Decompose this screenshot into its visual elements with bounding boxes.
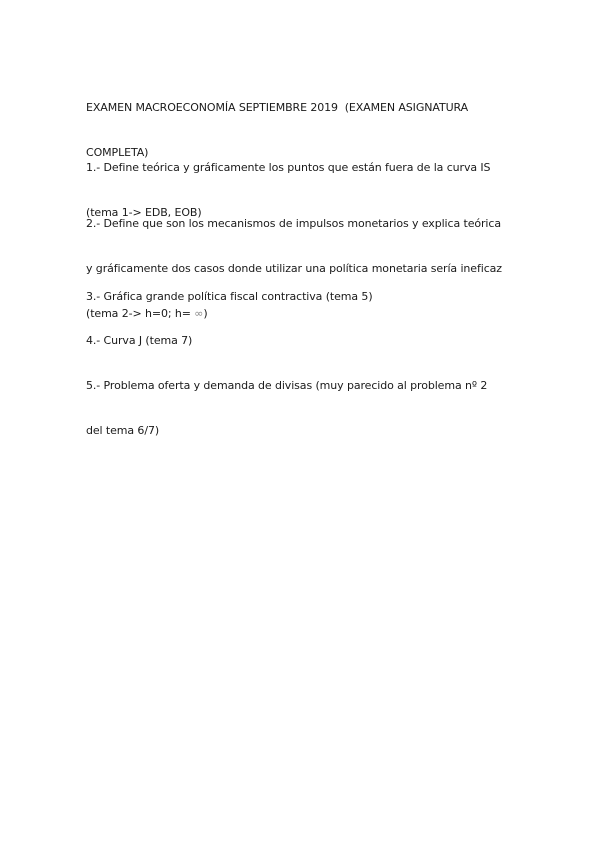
question-5	[86, 348, 526, 468]
question-1-line: 1.- Define teórica y gráficamente los puntos que están fuera de la curva IS	[86, 161, 491, 174]
question-5-line: 5.- Problema oferta y demanda de divisas (muy parecido al problema nº 2	[86, 379, 488, 392]
question-2-last-line-suffix: )	[203, 307, 208, 320]
question-5-line: del tema 6/7)	[86, 424, 160, 437]
question-4-line: 4.- Curva J (tema 7)	[86, 334, 193, 347]
question-2-line: 2.- Define que son los mecanismos de impulsos monetarios y explica teórica	[86, 217, 501, 230]
question-1-line: (tema 1-> EDB, EOB)	[86, 206, 202, 219]
infinity-symbol: ∞	[194, 307, 204, 320]
question-2-line: y gráficamente dos casos donde utilizar una política monetaria sería ineficaz	[86, 262, 502, 275]
exam-title-line: COMPLETA)	[86, 146, 149, 159]
question-2-last-line-prefix: (tema 2-> h=0; h=	[86, 307, 195, 320]
exam-title-line: EXAMEN MACROECONOMÍA SEPTIEMBRE 2019 (EXAMEN ASIGNATURA	[86, 101, 469, 114]
question-3-line: 3.- Gráfica grande política fiscal contractiva (tema 5)	[86, 290, 373, 303]
